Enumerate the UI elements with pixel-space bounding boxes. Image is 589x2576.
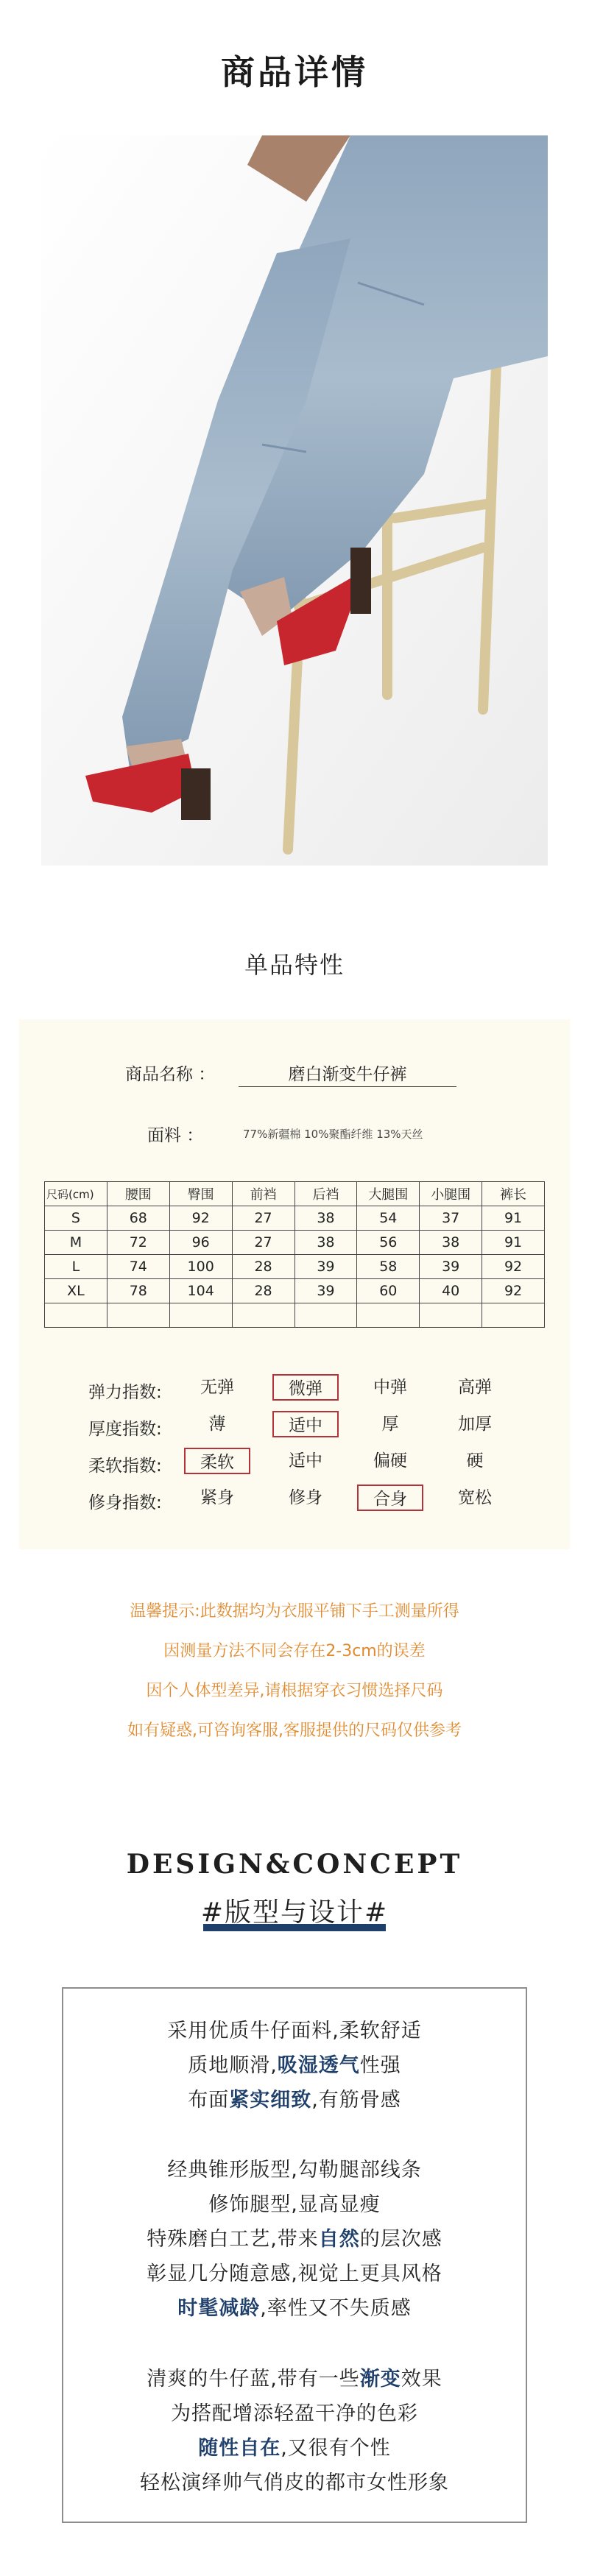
size-table [44, 1181, 545, 1328]
table-cell: XL [45, 1279, 107, 1303]
table-cell: 78 [107, 1279, 169, 1303]
index-option: 中弹 [373, 1378, 407, 1397]
concept-line [62, 2432, 527, 2460]
concept-text: 采用优质牛仔面料,柔软舒适 [167, 2020, 422, 2042]
concept-line [62, 2466, 527, 2495]
table-cell: 60 [357, 1279, 420, 1303]
concept-line [62, 2397, 527, 2426]
concept-highlight: 渐变 [359, 2368, 401, 2391]
table-cell: 39 [294, 1255, 357, 1279]
table-cell [357, 1303, 420, 1328]
concept-text: 特殊磨白工艺,带来 [147, 2228, 319, 2251]
index-option: 厚 [381, 1415, 399, 1434]
concept-line [62, 2049, 527, 2078]
index-option-selected: 微弹 [272, 1374, 339, 1401]
table-cell: 54 [357, 1206, 420, 1231]
concept-text: ,率性又不失质感 [260, 2297, 412, 2320]
concept-line [62, 2257, 527, 2286]
table-row [45, 1279, 545, 1303]
product-name-value: 磨白渐变牛仔裤 [288, 1065, 407, 1084]
table-cell: 38 [420, 1231, 482, 1255]
table-cell: 72 [107, 1231, 169, 1255]
product-name-underline [239, 1086, 456, 1087]
design-title-zh: #版型与设计# [200, 1897, 389, 1928]
concept-highlight: 自然 [318, 2228, 360, 2251]
table-cell: S [45, 1206, 107, 1231]
index-option: 修身 [289, 1488, 322, 1507]
concept-text: 效果 [401, 2368, 442, 2391]
table-cell: 68 [107, 1206, 169, 1231]
table-cell: 92 [169, 1206, 232, 1231]
size-table-header: 后裆 [294, 1182, 357, 1206]
table-cell: 28 [232, 1255, 294, 1279]
concept-line [62, 2363, 527, 2391]
concept-line [62, 2084, 527, 2112]
table-cell: 28 [232, 1279, 294, 1303]
index-label: 柔软指数: [88, 1457, 162, 1476]
index-option-selected: 合身 [357, 1485, 423, 1511]
size-table-header: 裤长 [482, 1182, 545, 1206]
concept-highlight: 吸湿透气 [277, 2054, 360, 2077]
concept-line [62, 2188, 527, 2217]
table-cell [482, 1303, 545, 1328]
index-option: 高弹 [458, 1378, 492, 1397]
table-cell: 100 [169, 1255, 232, 1279]
index-option-selected: 适中 [272, 1411, 339, 1437]
concept-text: 经典锥形版型,勾勒腿部线条 [167, 2159, 422, 2182]
table-cell: 91 [482, 1206, 545, 1231]
table-cell: 27 [232, 1206, 294, 1231]
table-cell: 74 [107, 1255, 169, 1279]
table-cell: 96 [169, 1231, 232, 1255]
table-row [45, 1255, 545, 1279]
table-row [45, 1231, 545, 1255]
concept-text: 彰显几分随意感,视觉上更具风格 [147, 2262, 442, 2285]
index-row-fit [0, 1485, 589, 1514]
note-line: 温馨提示:此数据均为衣服平铺下手工测量所得 [130, 1602, 459, 1621]
table-cell: 27 [232, 1231, 294, 1255]
index-option: 薄 [208, 1415, 226, 1434]
table-cell: 56 [357, 1231, 420, 1255]
product-photo-illustration [41, 135, 548, 866]
index-option: 偏硬 [373, 1451, 407, 1471]
index-option: 硬 [466, 1451, 484, 1471]
index-label: 弹力指数: [88, 1383, 162, 1402]
concept-line [62, 2014, 527, 2043]
index-label: 厚度指数: [88, 1420, 162, 1439]
index-row-thickness [0, 1411, 589, 1440]
fabric-label: 面料 ： [147, 1126, 204, 1145]
concept-line [62, 2292, 527, 2321]
index-option: 无弹 [200, 1378, 234, 1397]
concept-text: 质地顺滑, [188, 2054, 278, 2077]
concept-highlight: 紧实细致 [229, 2089, 312, 2112]
concept-line [62, 2154, 527, 2182]
index-option: 加厚 [458, 1415, 492, 1434]
table-cell [107, 1303, 169, 1328]
concept-text: 修饰腿型,显高显瘦 [208, 2193, 381, 2216]
fabric-value: 77%新疆棉 10%聚酯纤维 13%天丝 [243, 1128, 423, 1141]
note-line: 如有疑惑,可咨询客服,客服提供的尺码仅供参考 [127, 1722, 462, 1740]
size-table-header: 尺码(cm) [45, 1182, 107, 1206]
size-table-header-row [45, 1182, 545, 1206]
section-title-features: 单品特性 [244, 951, 345, 979]
size-table-header: 腰围 [107, 1182, 169, 1206]
table-cell [45, 1303, 107, 1328]
product-photo [41, 135, 548, 866]
concept-text: 的层次感 [359, 2228, 442, 2251]
concept-text: 性强 [359, 2054, 401, 2077]
note-line: 因个人体型差异,请根据穿衣习惯选择尺码 [146, 1682, 443, 1700]
table-cell: 92 [482, 1279, 545, 1303]
table-cell: 39 [294, 1279, 357, 1303]
table-cell: M [45, 1231, 107, 1255]
table-cell: 38 [294, 1206, 357, 1231]
concept-highlight: 随性自在 [198, 2437, 281, 2460]
index-row-elasticity [0, 1374, 589, 1404]
concept-line [62, 2223, 527, 2251]
table-cell: 91 [482, 1231, 545, 1255]
page-title: 商品详情 [221, 52, 368, 92]
note-line: 因测量方法不同会存在2-3cm的误差 [163, 1642, 426, 1660]
table-cell: 37 [420, 1206, 482, 1231]
index-option: 宽松 [458, 1488, 492, 1507]
table-cell: 38 [294, 1231, 357, 1255]
table-cell [294, 1303, 357, 1328]
concept-text: 为搭配增添轻盈干净的色彩 [171, 2402, 418, 2425]
index-option: 紧身 [200, 1488, 234, 1507]
index-label: 修身指数: [88, 1493, 162, 1512]
table-cell: 39 [420, 1255, 482, 1279]
product-name-label: 商品名称 ： [125, 1065, 216, 1084]
index-option-selected: 柔软 [184, 1448, 250, 1474]
table-cell: 40 [420, 1279, 482, 1303]
table-row [45, 1303, 545, 1328]
size-table-header: 大腿围 [357, 1182, 420, 1206]
table-cell: 58 [357, 1255, 420, 1279]
concept-text: ,又很有个性 [281, 2437, 391, 2460]
size-table-header: 小腿围 [420, 1182, 482, 1206]
concept-text: 布面 [188, 2089, 230, 2112]
table-cell: 104 [169, 1279, 232, 1303]
concept-text: ,有筋骨感 [311, 2089, 401, 2112]
table-cell: 92 [482, 1255, 545, 1279]
concept-highlight: 时髦减龄 [177, 2297, 261, 2320]
table-row [45, 1206, 545, 1231]
size-table-header: 前裆 [232, 1182, 294, 1206]
design-title-en: DESIGN&CONCEPT [126, 1849, 463, 1880]
concept-text: 清爽的牛仔蓝,带有一些 [147, 2368, 360, 2391]
table-cell [232, 1303, 294, 1328]
concept-text: 轻松演绎帅气俏皮的都市女性形象 [140, 2471, 449, 2494]
index-row-softness [0, 1448, 589, 1477]
table-cell: L [45, 1255, 107, 1279]
table-cell [169, 1303, 232, 1328]
table-cell [420, 1303, 482, 1328]
index-option: 适中 [289, 1451, 322, 1471]
size-table-header: 臀围 [169, 1182, 232, 1206]
